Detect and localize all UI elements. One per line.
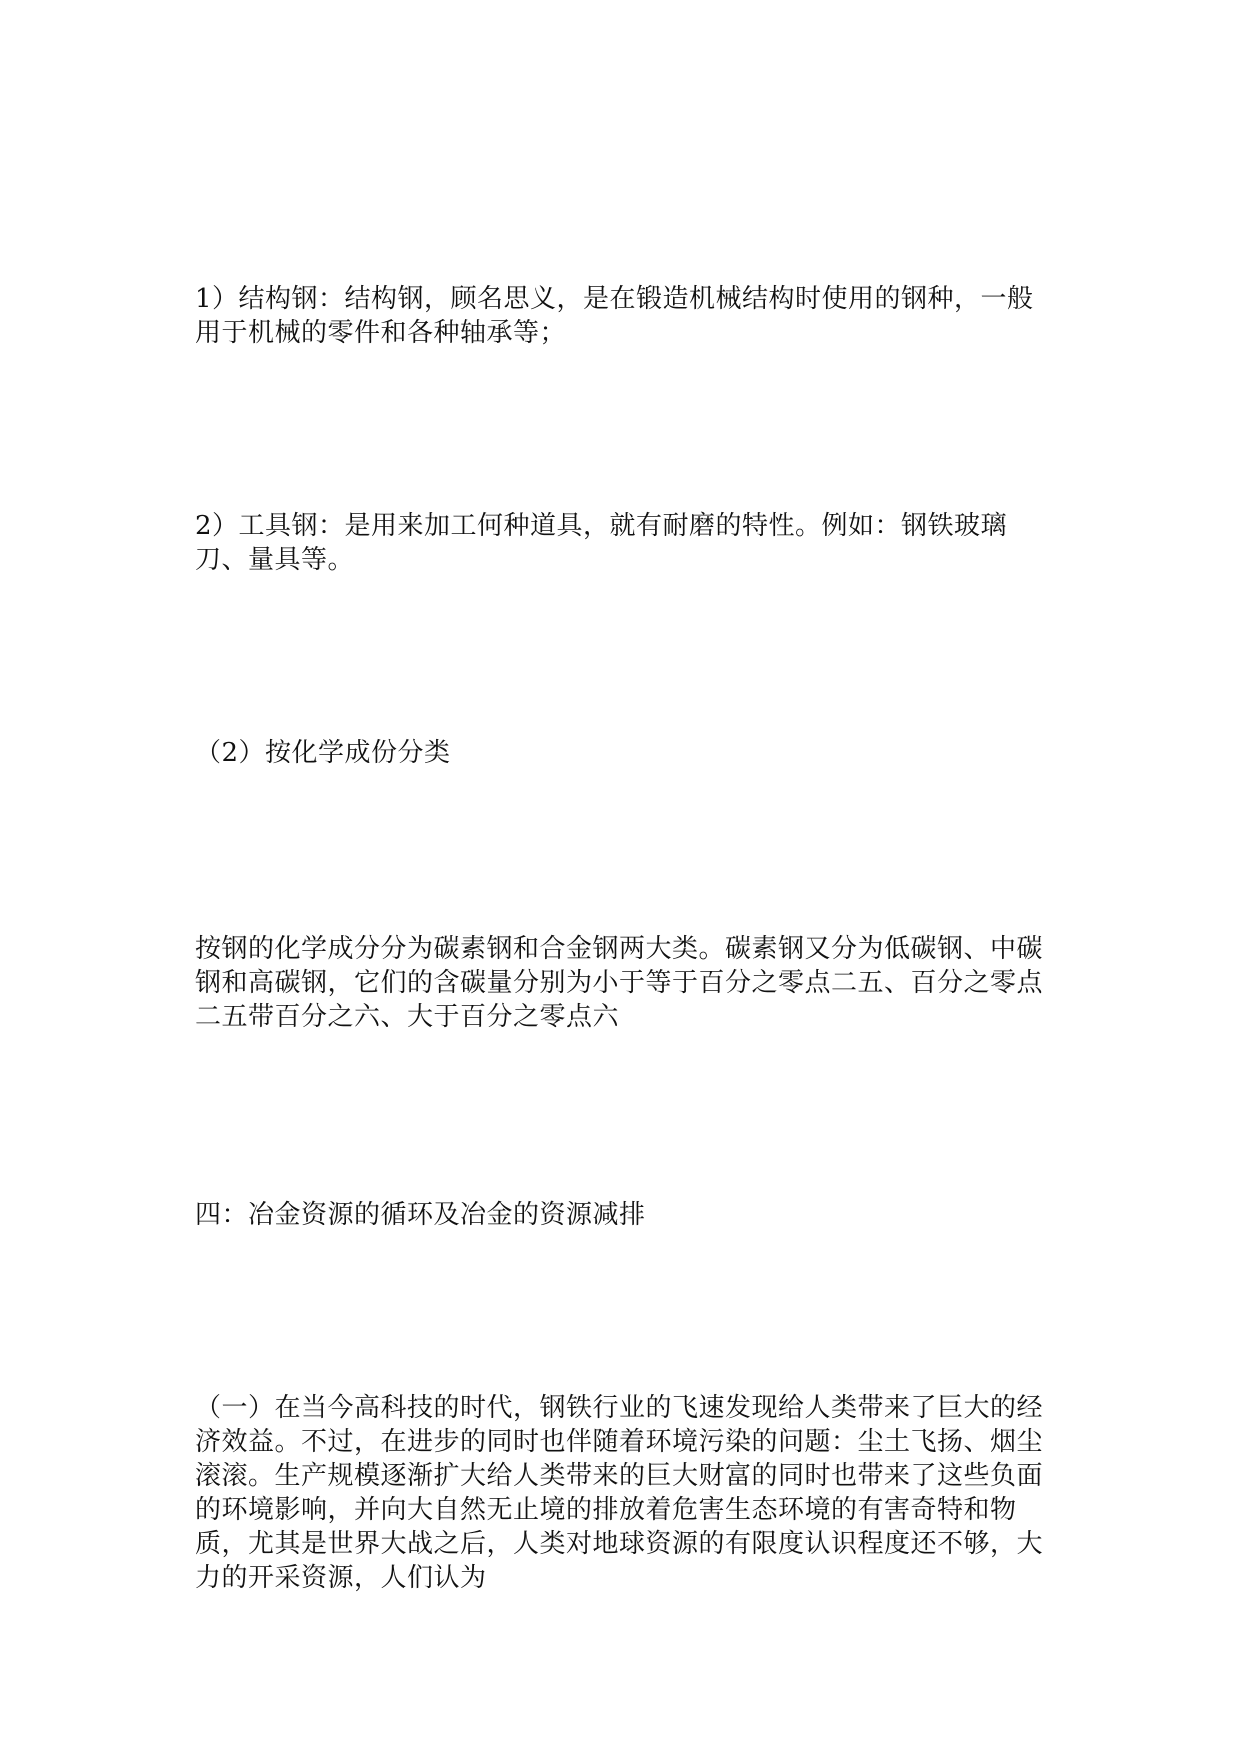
paragraph-tool-steel: 2）工具钢：是用来加工何种道具，就有耐磨的特性。例如：钢铁玻璃刀、量具等。 <box>195 511 1008 575</box>
paragraph-carbon-steel: 按钢的化学成分分为碳素钢和合金钢两大类。碳素钢又分为低碳钢、中碳钢和高碳钢，它们的含碳量分别为小于等于百分之零点二五、百分之零点二五带百分之六、大于百分之零点六 <box>195 934 1044 1032</box>
section-heading-chemical-composition: （2）按化学成份分类 <box>195 738 451 768</box>
section-heading-resource-recycling: 四：冶金资源的循环及冶金的资源减排 <box>195 1200 646 1230</box>
paragraph-environmental-impact: （一）在当今高科技的时代，钢铁行业的飞速发现给人类带来了巨大的经济效益。不过，在进步的同时也伴随着环境污染的问题：尘土飞扬、烟尘滚滚。生产规模逐渐扩大给人类带来的巨大财富的同时也带来了这些负面的环境影响，并向大自然无止境的排放着危害生态环境的有害奇特和物质，尤其是世界大战之后，人类对地球资源的有限度认识程度还不够，大力的开采资源，人们认为 <box>195 1393 1044 1593</box>
paragraph-structural-steel: 1）结构钢：结构钢，顾名思义，是在锻造机械结构时使用的钢种，一般用于机械的零件和各种轴承等； <box>195 284 1034 348</box>
